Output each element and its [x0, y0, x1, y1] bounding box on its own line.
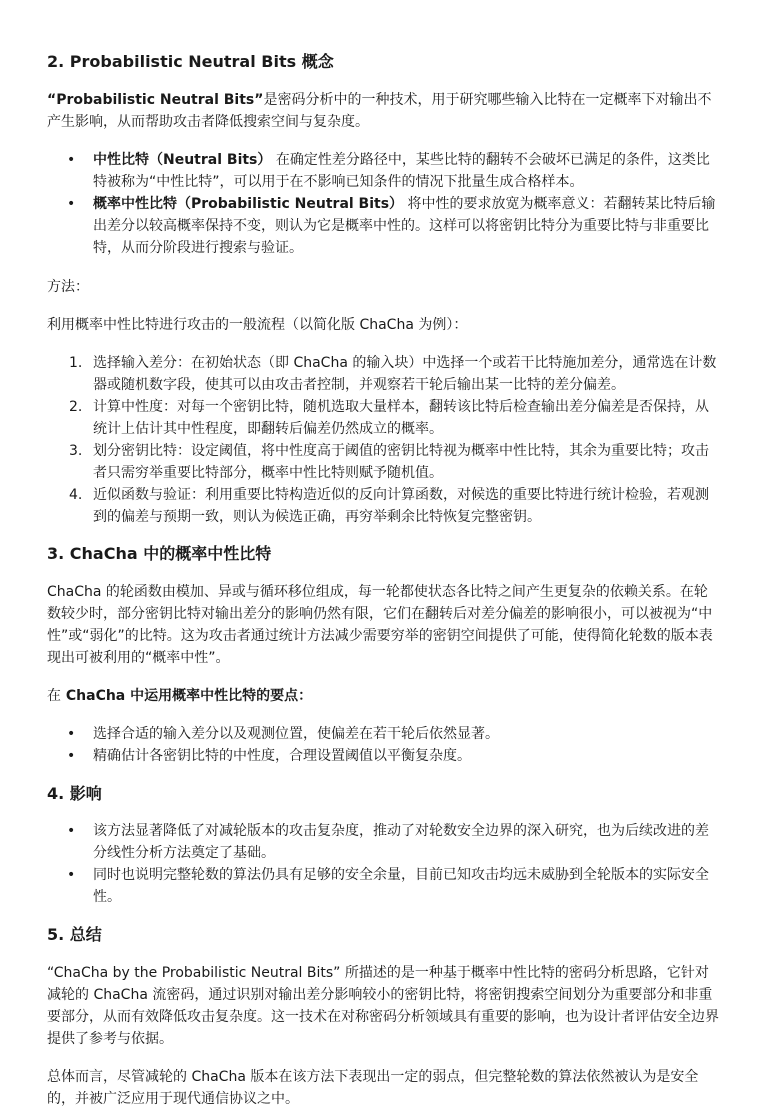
pnb-text: 将中性的要求放宽为概率意义：若翻转某比特后输出差分以较高概率保持不变，则认为它是概率中性的。这样可以将密钥比特分为重要比特与非重要比特，从而分阶段进行搜索与验证。 — [93, 196, 716, 256]
section5-heading: 5. 总结 — [47, 925, 102, 944]
pnb-term: 概率中性比特（Probabilistic Neutral Bits） — [93, 196, 404, 212]
section2-heading: 2. Probabilistic Neutral Bits 概念 — [47, 52, 334, 71]
intro-term: “Probabilistic Neutral Bits” — [47, 92, 264, 108]
summary-quote: “ChaCha by the Probabilistic Neutral Bits” — [47, 965, 341, 981]
chacha-word: ChaCha — [47, 584, 102, 600]
list-item — [47, 193, 721, 259]
neutral-bits-term: 中性比特（Neutral Bits） — [93, 152, 272, 168]
intro-text: 是密码分析中的一种技术，用于研究哪些输入比特在一定概率下对输出不产生影响，从而帮助攻击者降低搜索空间与复杂度。 — [47, 92, 712, 130]
neutral-bits-text: 在确定性差分路径中，某些比特的翻转不会破坏已满足的条件，这类比特被称为“中性比特”，可以用于在不影响已知条件的情况下批量生成合格样本。 — [93, 152, 710, 190]
section3-apply-heading — [47, 685, 721, 707]
step-text: 近似函数与验证：利用重要比特构造近似的反向计算函数，对候选的重要比特进行统计检验，若观测到的偏差与预期一致，则认为候选正确，再穷举剩余比特恢复完整密钥。 — [93, 487, 709, 525]
list-item: • 精确估计各密钥比特的中性度，合理设置阈值以平衡复杂度。 — [47, 745, 721, 767]
list-item: • 同时也说明完整轮数的算法仍具有足够的安全余量，目前已知攻击均远未威胁到全轮版本的实际安全性。 — [47, 864, 721, 908]
section2-intro — [47, 89, 721, 133]
list-item — [47, 484, 721, 528]
method-steps-list — [47, 352, 721, 528]
step-text: 划分密钥比特：设定阈值，将中性度高于阈值的密钥比特视为概率中性比特，其余为重要比特；攻击者只需穷举重要比特部分，概率中性比特则赋予随机值。 — [93, 443, 709, 481]
section3-text: 的轮函数由模加、异或与循环移位组成，每一轮都使状态各比特之间产生更复杂的依赖关系。在轮数较少时，部分密钥比特对输出差分的影响仍然有限，它们在翻转后对差分偏差的影响很小，可以被视为“中性”或“弱化”的比特。这为攻击者通过统计方法减少需要穷举的密钥空间提供了可能，使得简化轮数的版本表现出可被利用的“概率中性”。 — [47, 584, 713, 666]
step-text: 计算中性度：对每一个密钥比特，随机选取大量样本，翻转该比特后检查输出差分偏差是否保持，从统计上估计其中性程度，即翻转后偏差仍然成立的概率。 — [93, 399, 709, 437]
list-item — [47, 396, 721, 440]
step-number: 2. — [69, 399, 83, 415]
section5-paragraph — [47, 962, 721, 1050]
list-item: • 该方法显著降低了对减轮版本的攻击复杂度，推动了对轮数安全边界的深入研究，也为后续改进的差分线性分析方法奠定了基础。 — [47, 820, 721, 864]
step-number: 3. — [69, 443, 83, 459]
list-item: • 选择合适的输入差分以及观测位置，使偏差在若干轮后依然显著。 — [47, 723, 721, 745]
method-label: 方法： — [47, 279, 89, 295]
list-item — [47, 352, 721, 396]
closing-prefix: 总体而言，尽管减轮的 — [47, 1069, 187, 1085]
step-number: 4. — [69, 487, 83, 503]
closing-text: ChaCha 版本在该方法下表现出一定的弱点，但完整轮数的算法依然被认为是安全的，并被广泛应用于现代通信协议之中。 — [47, 1069, 699, 1107]
step-text: 选择输入差分：在初始状态（即 ChaCha 的输入块）中选择一个或若干比特施加差分，通常选在计数器或随机数字段，使其可以由攻击者控制，并观察若干轮后输出某一比特的差分偏差。 — [93, 355, 717, 393]
list-item — [47, 149, 721, 193]
step-number: 1. — [69, 355, 83, 371]
summary-text: 所描述的是一种基于概率中性比特的密码分析思路，它针对减轮的 ChaCha 流密码，通过识别对输出差分影响较小的密钥比特，将密钥搜索空间划分为重要部分和非重要部分，从而有效降低攻击复杂度。这一技术在对称密码分析领域具有重要的影响，也为设计者评估安全边界提供了参考与依据。 — [47, 965, 719, 1047]
section3-heading: 3. ChaCha 中的概率中性比特 — [47, 544, 272, 563]
apply-prefix: 在 — [47, 688, 61, 704]
section4-bullet-list — [47, 820, 721, 908]
section2-bullet-list — [47, 149, 721, 259]
apply-title: ChaCha 中运用概率中性比特的要点： — [61, 688, 313, 704]
list-item — [47, 440, 721, 484]
section3-paragraph — [47, 581, 721, 669]
closing-paragraph — [47, 1066, 721, 1110]
section4-heading: 4. 影响 — [47, 784, 102, 803]
section3-bullet-list — [47, 723, 721, 767]
method-intro: 利用概率中性比特进行攻击的一般流程（以简化版 ChaCha 为例）： — [47, 317, 468, 333]
